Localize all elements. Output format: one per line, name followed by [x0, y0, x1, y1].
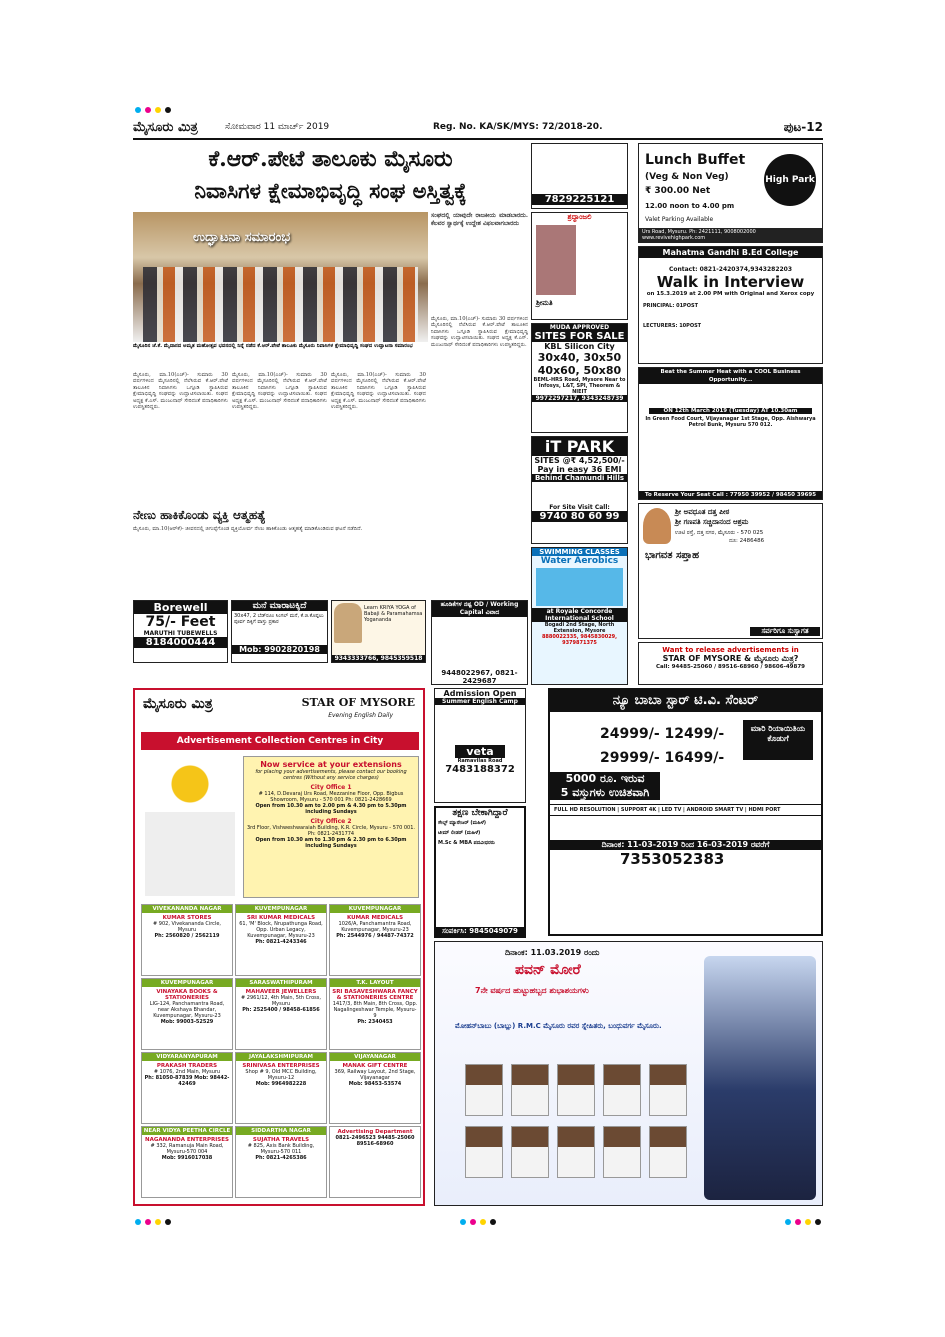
lunch-price: ₹ 300.00 Net	[645, 186, 711, 196]
itpark-location: Behind Chamundi Hills	[532, 474, 627, 482]
bday-wish-text	[455, 1000, 705, 1020]
borewell-phone: 8184000444	[134, 637, 227, 648]
tv-title: ನ್ಯೂ ಬಾಬಾ ಸ್ಟಾರ್ ಟಿ.ವಿ. ಸೆಂಟರ್	[550, 690, 821, 712]
itpark-sites: SITES @₹ 4,52,500/-	[534, 456, 625, 465]
ad-kriya-yoga	[331, 600, 426, 663]
itpark-phone: 9740 80 60 99	[532, 511, 627, 522]
itpark-title: iT PARK	[532, 437, 627, 456]
jobs-l3: M.Sc & MBA ಪದವೀಧರರು	[438, 840, 495, 846]
office2-hours: Open from 10.30 am to 1.30 pm & 2.30 pm to 6.30pm including Sundays	[255, 837, 407, 849]
dignitaries-figures	[143, 267, 418, 342]
swim-address: Bogadi 2nd Stage, North Extension, Mysore	[544, 622, 615, 634]
muda-sites: SITES FOR SALE	[532, 331, 627, 342]
centre-phone: Ph: 2340453	[357, 1019, 393, 1025]
ext-title: Now service at your extensions	[260, 760, 402, 769]
page-number: ಪುಟ-12	[783, 120, 823, 134]
bed-title: Mahatma Gandhi B.Ed College	[639, 247, 822, 258]
centre-area: JAYALAKSHMIPURAM	[236, 1053, 326, 1061]
collection-centre	[235, 978, 327, 1050]
ad-admission	[434, 688, 526, 803]
centre-area: KUVEMPUNAGAR	[236, 905, 326, 913]
centre-phone: Ph: 2560820 / 2562119	[154, 933, 220, 939]
lunch-time: 12.00 noon to 4.00 pm	[645, 202, 735, 210]
centre-name: KUMAR MEDICALS	[346, 915, 404, 921]
ashrama-saptaha: ಭಾಗವತ ಸಪ್ತಾಹ	[645, 550, 700, 561]
admission-brand: veta	[455, 745, 505, 758]
yoga-text: Learn KRIYA YOGA of Babaji & Paramahamsa Yogananda	[364, 605, 423, 623]
house-title: ಮನೆ ಮಾರಾಟಕ್ಕಿದೆ	[232, 601, 327, 611]
friend-portrait	[649, 1126, 687, 1178]
issue-date: ಸೋಮವಾರ 11 ಮಾರ್ಚ್ 2019	[225, 122, 330, 132]
work-body	[432, 617, 527, 669]
ad-house-sale	[231, 600, 328, 663]
collection-centre	[141, 904, 233, 976]
want-call: Call: 94485-25060 / 89516-68960 / 98606-49879	[656, 664, 805, 670]
yogi-portrait	[334, 603, 362, 643]
ad-phone-strip	[531, 143, 628, 209]
borewell-name: MARUTHI TUBEWELLS	[143, 630, 218, 637]
borewell-price: 75/- Feet	[145, 614, 216, 630]
office1-hours: Open from 10.30 am to 2.00 pm & 4.30 pm to 5.30pm including Sundays	[255, 803, 407, 815]
centre-address: LIG-124, Panchamantra Road, near Akshaya Bhandar, Kuvempunagar, Mysuru-23	[149, 1001, 225, 1019]
ad-want-release	[638, 642, 823, 685]
bed-principal: PRINCIPAL: 01POST	[643, 303, 698, 309]
muda-size2: 40x60, 50x80	[537, 364, 622, 377]
headline-line2: ನಿವಾಸಿಗಳ ಕ್ಷೇಮಾಭಿವೃದ್ಧಿ ಸಂಘ ಅಸ್ತಿತ್ವಕ್ಕೆ	[194, 178, 467, 203]
tv-offer: ಮಾರಿ ರಿಯಾಯಿತಿಯ ಕೊಡುಗೆ	[750, 724, 806, 743]
summer-date: ON 12th March 2019 (Tuesday) AT 10.30am	[649, 408, 812, 414]
bday-boy-photo	[704, 956, 816, 1200]
centre-phone: Mob: 9964982228	[255, 1081, 307, 1087]
headline-line1: ಕೆ.ಆರ್.ಪೇಟೆ ತಾಲೂಕು ಮೈಸೂರು	[208, 146, 453, 172]
muda-title: MUDA APPROVED	[532, 324, 627, 331]
ad-birthday	[434, 941, 823, 1206]
want-brands: STAR OF MYSORE & ಮೈಸೂರು ಮಿತ್ರ?	[662, 654, 799, 663]
bed-contact: Contact: 0821-2420374,9343282203	[668, 266, 793, 273]
centre-phone: Mob: 98453-53574	[348, 1081, 402, 1087]
lead-body-col1: ಮೈಸೂರು, ಮಾ.10(ಎಚ್)- ಸುಮಾರು 30 ವರ್ಷಗಳಿಂದ ಮೈಸೂರಿನಲ್ಲಿ ನೆಲೆಸಿರುವ ಕೆ.ಆರ್.ಪೇಟೆ ತಾಲೂಕಿನ ನಿವಾಸಿಗಳು ಒಗ್ಗೂಡಿ ಸ್ಥಾಪಿಸಿರುವ ಕ್ಷೇಮಾಭಿವೃದ್ಧಿ ಸಂಘವನ್ನು ಉದ್ಘಾಟಿಸಲಾಯಿತು. ಸಂಘದ ಅಧ್ಯಕ್ಷ ಕೆ.ಎಸ್. ಮಂಜುನಾಥ್ ಸೇರಿದಂತೆ ಪದಾಧಿಕಾರಿಗಳು ಉಪಸ್ಥಿತರಿದ್ದರು.	[133, 372, 228, 411]
office1-address: # 114, D.Devaraj Urs Road, Mezzanine Floor, Opp. Bigbus Showroom, Mysuru - 570 001 Ph: 0821-2428669	[258, 791, 404, 803]
centre-name: SRINIVASA ENTERPRISES	[242, 1063, 320, 1069]
centre-name: SUJATHA TRAVELS	[252, 1137, 310, 1143]
ashrama-details	[645, 564, 819, 614]
centre-phone: Mob: 9916017038	[161, 1155, 213, 1161]
tv-dates: ದಿನಾಂಕ: 11-03-2019 ರಿಂದ 16-03-2019 ರವರೆಗೆ	[550, 840, 821, 850]
ashrama-line2: ಶ್ರೀ ಗಣಪತಿ ಸಚ್ಚಿದಾನಂದ ಆಶ್ರಮ	[675, 518, 749, 526]
centre-phone: Ph: 2544976 / 94487-74372	[336, 933, 414, 939]
summer-intro	[639, 384, 822, 408]
collection-centre	[329, 1126, 421, 1198]
ashrama-phone: ದೂ: 2486486	[729, 538, 765, 544]
bed-date: on 15.3.2019 at 2.00 PM with Original and Xerox copy	[646, 291, 815, 297]
swim-sub: Water Aerobics	[540, 556, 619, 566]
summer-seat: To Reserve Your Seat Call : 77950 39952 / 98450 39695	[639, 491, 822, 499]
second-story-body: ಮೈಸೂರು, ಮಾ.10(ಆರ್‌ಕೆ)- ಜೀವನದಲ್ಲಿ ಜಿಗುಪ್ಸೆಗೊಂಡ ವ್ಯಕ್ತಿಯೋರ್ವ ನೇಣು ಹಾಕಿಕೊಂಡು ಆತ್ಮಹತ್ಯೆ ಮಾಡಿಕೊಂಡಿರುವ ಘಟನೆ ನಡೆದಿದೆ.	[133, 526, 363, 532]
obit-title: ಶ್ರದ್ಧಾಂಜಲಿ	[567, 213, 592, 221]
centre-name: PRAKASH TRADERS	[156, 1063, 218, 1069]
office2-address: 3rd Floor, Vishweshwaraiah Building, K.R. Circle, Mysuru - 570 001. Ph: 0821-2431774	[247, 825, 415, 837]
lead-body-col4: ಮೈಸೂರು, ಮಾ.10(ಎಚ್)- ಸುಮಾರು 30 ವರ್ಷಗಳಿಂದ ಮೈಸೂರಿನಲ್ಲಿ ನೆಲೆಸಿರುವ ಕೆ.ಆರ್.ಪೇಟೆ ತಾಲೂಕಿನ ನಿವಾಸಿಗಳು ಒಗ್ಗೂಡಿ ಸ್ಥಾಪಿಸಿರುವ ಕ್ಷೇಮಾಭಿವೃದ್ಧಿ ಸಂಘವನ್ನು ಉದ್ಘಾಟಿಸಲಾಯಿತು. ಸಂಘದ ಅಧ್ಯಕ್ಷ ಕೆ.ಎಸ್. ಮಂಜುನಾಥ್ ಸೇರಿದಂತೆ ಪದಾಧಿಕಾರಿಗಳು ಉಪಸ್ಥಿತರಿದ್ದರು.	[431, 316, 528, 348]
tv-gift: 5 ವಸ್ತುಗಳು ಉಚಿತವಾಗಿ	[550, 786, 660, 800]
centre-address: 1417/3, 8th Main, 8th Cross, Opp. Nagalingeshwar Temple, Mysuru-9	[332, 1001, 418, 1019]
centre-address: 61, 'M' Block, Nrupathunga Road, Opp. Urban Legacy, Kuvempunagar, Mysuru-23	[239, 921, 323, 939]
bday-name: ಪವನ್ ಮೋರೆ	[515, 962, 581, 978]
lead-photo	[133, 212, 428, 342]
bday-date: ದಿನಾಂಕ: 11.03.2019 ರಂದು	[505, 948, 600, 957]
centre-name: VINAYAKA BOOKS & STATIONERIES	[156, 989, 218, 1001]
ashrama-line1: ಶ್ರೀ ಅವಧೂತ ದತ್ತ ಪೀಠ	[675, 508, 730, 516]
house-phone: Mob: 9902820198	[232, 645, 327, 654]
centre-address: # 825, Axis Bank Building, Mysuru-570 011	[247, 1143, 315, 1155]
collection-centre	[235, 1126, 327, 1198]
centre-phone: Ph: 0821-4265386	[255, 1155, 307, 1161]
collection-centre	[141, 1052, 233, 1124]
crop-marks-bottom	[133, 1210, 823, 1220]
lead-headline	[133, 143, 528, 209]
centre-address: # 1076, 2nd Main, Mysuru	[153, 1069, 221, 1075]
ad-lunch-buffet	[638, 143, 823, 243]
ad-summer-business	[638, 367, 823, 500]
summer-requirements	[639, 430, 822, 480]
centre-area: VIDYARANYAPURAM	[142, 1053, 232, 1061]
lunch-brand: High Park	[765, 175, 815, 185]
tv-cash: 5000 ರೂ. ಇರುವ	[550, 772, 660, 786]
friend-portrait	[649, 1064, 687, 1116]
summer-title: Beat the Summer Heat with a COOL Business Opportunity...	[639, 368, 822, 384]
collection-centre	[141, 978, 233, 1050]
ad-obituary	[531, 212, 628, 320]
centre-address: 1026/A, Panchamantra Road, Kuvempunagar, Mysuru-23	[338, 921, 412, 933]
muda-size1: 30x40, 30x50	[537, 351, 622, 364]
summer-venue: In Green Food Court, Vijayanagar 1st Stage, Opp. Aishwarya Petrol Bunk, Mysuru 570 012.	[645, 416, 816, 428]
collection-centre	[141, 1126, 233, 1198]
ashrama-footer: ಸರ್ವರಿಗೂ ಸುಸ್ವಾಗತ	[750, 627, 820, 636]
centre-area: T.K. LAYOUT	[330, 979, 420, 987]
house-text: 30x47, 2 ಬೆಡ್‌ರೂಂ ಸಿಂಗಲ್ ಮನೆ, ಕೆ.ಜಿ.ಕೊಪ್ಪಲು ಪೂರ್ವ ದಿಕ್ಕಿಗೆ ವಾಸ್ತು ಪ್ರಕಾರ	[234, 613, 324, 625]
itpark-call: For Site Visit Call:	[549, 504, 610, 511]
lead-side-text: ಸಂಘದಲ್ಲಿ ಯಾವುದೇ ರಾಜಕೀಯ ಮಾಡಬಾರದು. ಕೆಲವರ ಸ್ವಾರ್ಥಕ್ಕೆ ಉದ್ದೇಶ ವಿಫಲವಾಗಬಾರದು	[431, 212, 528, 227]
muda-location: KBL Silicon City	[544, 342, 615, 351]
ad-ashrama	[638, 503, 823, 639]
centre-area: VIVEKANANDA NAGAR	[142, 905, 232, 913]
crop-marks-top	[133, 98, 823, 108]
swim-title: SWIMMING CLASSES	[532, 548, 627, 556]
ashrama-line3: ಊಟಿ ರಸ್ತೆ, ದತ್ತ ನಗರ, ಮೈಸೂರು - 570 025	[675, 530, 764, 536]
centre-address: # 902, Vivekananda Circle, Mysuru	[153, 921, 221, 933]
bday-faces-grid	[465, 1054, 695, 1194]
tv-offer-box	[743, 720, 813, 760]
centre-name: KUMAR STORES	[162, 915, 212, 921]
centre-name: Advertising Department	[337, 1129, 413, 1135]
swim-at: at Royale Concorde International School	[532, 608, 627, 622]
friend-portrait	[465, 1126, 503, 1178]
lunch-title: Lunch Buffet	[645, 152, 746, 168]
collection-centre	[235, 904, 327, 976]
centre-area: SIDDARTHA NAGAR	[236, 1127, 326, 1135]
work-title: ಹೂಡಿಕೆಗಳ ನಷ್ಟ OD / Working Capital ವಿವಾದ	[432, 601, 527, 617]
centre-area: KUVEMPUNAGAR	[142, 979, 232, 987]
mitra-brand: ಮೈಸೂರು ಮಿತ್ರ	[143, 696, 213, 712]
masthead: ಮೈಸೂರು ಮಿತ್ರ	[133, 120, 198, 135]
muda-phone: 9972297217, 9343248739	[532, 395, 627, 402]
centre-name: MAHAVEER JEWELLERS	[245, 989, 317, 995]
admission-sub: Summer English Camp	[435, 698, 525, 705]
centre-area: NEAR VIDYA PEETHA CIRCLE	[143, 1128, 231, 1134]
centre-name: NAGANANDA ENTERPRISES	[145, 1137, 229, 1143]
tv-price2: 29999/- 16499/-	[600, 750, 725, 766]
photo-caption: ಮೈಸೂರಿನ ಜೆ.ಕೆ. ಮೈದಾನದ ಅಮೃತ ಮಹೋತ್ಸವ ಭವನದಲ್ಲಿ ನಿನ್ನೆ ನಡೆದ ಕೆ.ಆರ್.ಪೇಟೆ ತಾಲೂಕು ಮೈಸೂರು ನಿವಾಸಿಗಳ ಕ್ಷೇಮಾಭಿವೃದ್ಧಿ ಸಂಘದ ಉದ್ಘಾಟನಾ ಸಮಾರಂಭ	[133, 343, 413, 349]
yoga-phone: 9343333766, 9845359518	[332, 655, 425, 662]
borewell-title: Borewell	[134, 601, 227, 614]
bed-walkin: Walk in Interview	[656, 273, 805, 291]
centre-name: MANAK GIFT CENTRE	[342, 1063, 408, 1069]
ad-it-park	[531, 436, 628, 544]
work-phone: 9448022967, 0821-2429687	[441, 669, 518, 685]
swim-pool	[536, 568, 623, 606]
lead-body-col2: ಮೈಸೂರು, ಮಾ.10(ಎಚ್)- ಸುಮಾರು 30 ವರ್ಷಗಳಿಂದ ಮೈಸೂರಿನಲ್ಲಿ ನೆಲೆಸಿರುವ ಕೆ.ಆರ್.ಪೇಟೆ ತಾಲೂಕಿನ ನಿವಾಸಿಗಳು ಒಗ್ಗೂಡಿ ಸ್ಥಾಪಿಸಿರುವ ಕ್ಷೇಮಾಭಿವೃದ್ಧಿ ಸಂಘವನ್ನು ಉದ್ಘಾಟಿಸಲಾಯಿತು. ಸಂಘದ ಅಧ್ಯಕ್ಷ ಕೆ.ಎಸ್. ಮಂಜುನಾಥ್ ಸೇರಿದಂತೆ ಪದಾಧಿಕಾರಿಗಳು ಉಪಸ್ಥಿತರಿದ್ದರು.	[232, 372, 327, 411]
centre-address: # 332, Ramanuja Main Road, Mysuru-570 004	[150, 1143, 224, 1155]
friend-portrait	[511, 1126, 549, 1178]
second-story-headline: ನೇಣು ಹಾಕಿಕೊಂಡು ವ್ಯಕ್ತಿ ಆತ್ಮಹತ್ಯೆ	[133, 508, 266, 522]
office1-title: City Office 1	[310, 784, 352, 791]
lead-body-col3: ಮೈಸೂರು, ಮಾ.10(ಎಚ್)- ಸುಮಾರು 30 ವರ್ಷಗಳಿಂದ ಮೈಸೂರಿನಲ್ಲಿ ನೆಲೆಸಿರುವ ಕೆ.ಆರ್.ಪೇಟೆ ತಾಲೂಕಿನ ನಿವಾಸಿಗಳು ಒಗ್ಗೂಡಿ ಸ್ಥಾಪಿಸಿರುವ ಕ್ಷೇಮಾಭಿವೃದ್ಧಿ ಸಂಘವನ್ನು ಉದ್ಘಾಟಿಸಲಾಯಿತು. ಸಂಘದ ಅಧ್ಯಕ್ಷ ಕೆ.ಎಸ್. ಮಂಜುನಾಥ್ ಸೇರಿದಂತೆ ಪದಾಧಿಕಾರಿಗಳು ಉಪಸ್ಥಿತರಿದ್ದರು.	[331, 372, 426, 411]
lunch-valet: Valet Parking Available	[645, 216, 714, 223]
collection-centre	[329, 1052, 421, 1124]
swim-phone: 8880022335, 9845830029, 9379871375	[541, 634, 618, 646]
friend-portrait	[511, 1064, 549, 1116]
friend-portrait	[557, 1064, 595, 1116]
admission-phone: 7483188372	[445, 764, 515, 775]
high-park-logo	[764, 154, 816, 206]
friend-portrait	[557, 1126, 595, 1178]
phone-ad-text	[532, 144, 627, 194]
want-text: Want to release advertisements in	[662, 646, 799, 654]
tv-phone: 7353052383	[620, 850, 725, 868]
mitra-sub: Evening English Daily	[328, 712, 393, 719]
tv-features: FULL HD RESOLUTION | SUPPORT 4K | LED TV | ANDROID SMART TV | HDMI PORT	[550, 804, 821, 816]
bday-from: ಮೋಹನ್‌ಬಾಬು (ಬಾಬ್ಲು) R.M.C ಮೈಸೂರು ರವರ ಸ್ನೇಹಿತರು, ಬಂಧುವರ್ಗ ಮೈಸೂರು.	[455, 1022, 662, 1030]
ext-sub: for placing your advertisements, please contact our booking centres (Without any service charges)	[255, 769, 407, 781]
jobs-l1: ಸೇಲ್ಸ್ ಮ್ಯಾನೇಜರ್ (ಮಹಿಳೆ)	[438, 820, 487, 826]
ad-swimming	[531, 547, 628, 685]
centre-area: SARASWATHIPURAM	[236, 979, 326, 987]
jobs-phone: ಸಂಪರ್ಕಿಸಿ: 9845049079	[436, 927, 524, 936]
phone-ad-number: 7829225121	[532, 194, 627, 205]
centres-grid	[141, 904, 421, 1200]
bed-lecturers: LECTURERS: 10POST	[643, 323, 702, 329]
collection-centre	[329, 978, 421, 1050]
swamiji-photo	[643, 508, 671, 544]
collection-centre	[329, 904, 421, 976]
photo-banner: ಉದ್ಘಾಟನಾ ಸಮಾರಂಭ	[193, 230, 291, 245]
obit-name: ಶ್ರೀಮತಿ	[536, 299, 553, 307]
mitra-brand2: STAR OF MYSORE	[301, 696, 415, 709]
centre-phone: Ph: 2525400 / 98458-61856	[242, 1007, 320, 1013]
admission-title: Admission Open	[443, 689, 517, 698]
centre-area: KUVEMPUNAGAR	[330, 905, 420, 913]
admission-details	[435, 705, 525, 745]
ext-panel	[243, 756, 419, 898]
cartoon-illustration	[145, 756, 235, 896]
ad-mahatma-gandhi-bed	[638, 246, 823, 364]
collection-centre	[235, 1052, 327, 1124]
bday-msg: 7ನೇ ವರ್ಷದ ಹುಟ್ಟುಹಬ್ಬದ ಶುಭಾಶಯಗಳು	[475, 986, 589, 995]
centre-address: Shop # 9, Old MCC Building, Mysuru-12	[245, 1069, 317, 1081]
lunch-address: Urs Road, Mysuru. Ph: 2421111, 9008002000 www.revivehighpark.com	[639, 228, 822, 242]
centre-phone: 0821-2496523 94485-25060 89516-68960	[335, 1135, 415, 1147]
page-header	[133, 118, 823, 140]
centre-phone: Mob: 99003-52529	[160, 1019, 214, 1025]
jobs-l2: ಟೀಮ್ ಲೀಡರ್ (ಮಹಿಳೆ)	[438, 830, 481, 836]
tv-price1: 24999/- 12499/-	[600, 726, 725, 742]
friend-portrait	[465, 1064, 503, 1116]
centre-name: SRI BASAVESHWARA FANCY & STATIONERIES CENTRE	[332, 989, 418, 1001]
centre-area: VIJAYANAGAR	[330, 1053, 420, 1061]
ad-jobs	[434, 806, 526, 938]
itpark-emi: Pay in easy 36 EMI	[537, 465, 622, 474]
ad-borewell	[133, 600, 228, 663]
centre-name: SRI KUMAR MEDICALS	[246, 915, 316, 921]
friend-portrait	[603, 1064, 641, 1116]
muda-near: BEML-HRS Road, Mysore Near to Infosys, L&T, SPI, Theorem & NIEIT	[533, 377, 626, 395]
jobs-title: ತಕ್ಷಣ ಬೇಕಾಗಿದ್ದಾರೆ	[452, 808, 508, 818]
obit-photo	[536, 225, 576, 295]
ad-working-capital	[431, 600, 528, 685]
friend-portrait	[603, 1126, 641, 1178]
registration-number: Reg. No. KA/SK/MYS: 72/2018-20.	[433, 122, 603, 132]
centre-phone: Ph: 0821-4243346	[255, 939, 307, 945]
ad-muda-sites	[531, 323, 628, 433]
centre-address: 369, Railway Layout, 2nd Stage, Vijayanagar	[334, 1069, 416, 1081]
lunch-sub: (Veg & Non Veg)	[645, 172, 729, 182]
office2-title: City Office 2	[310, 818, 352, 825]
itpark-details	[532, 482, 627, 504]
tv-gift-list	[550, 816, 821, 840]
centre-phone: Ph: 81050-87839 Mob: 98442-42469	[144, 1075, 230, 1087]
centre-address: # 2961/12, 4th Main, 5th Cross, Mysuru	[241, 995, 321, 1007]
mitra-title: Advertisement Collection Centres in City	[141, 732, 419, 750]
ad-tv-centre	[548, 688, 823, 936]
admission-location: Ramavilas Road	[457, 758, 503, 764]
ad-collection-centres	[133, 688, 425, 1206]
